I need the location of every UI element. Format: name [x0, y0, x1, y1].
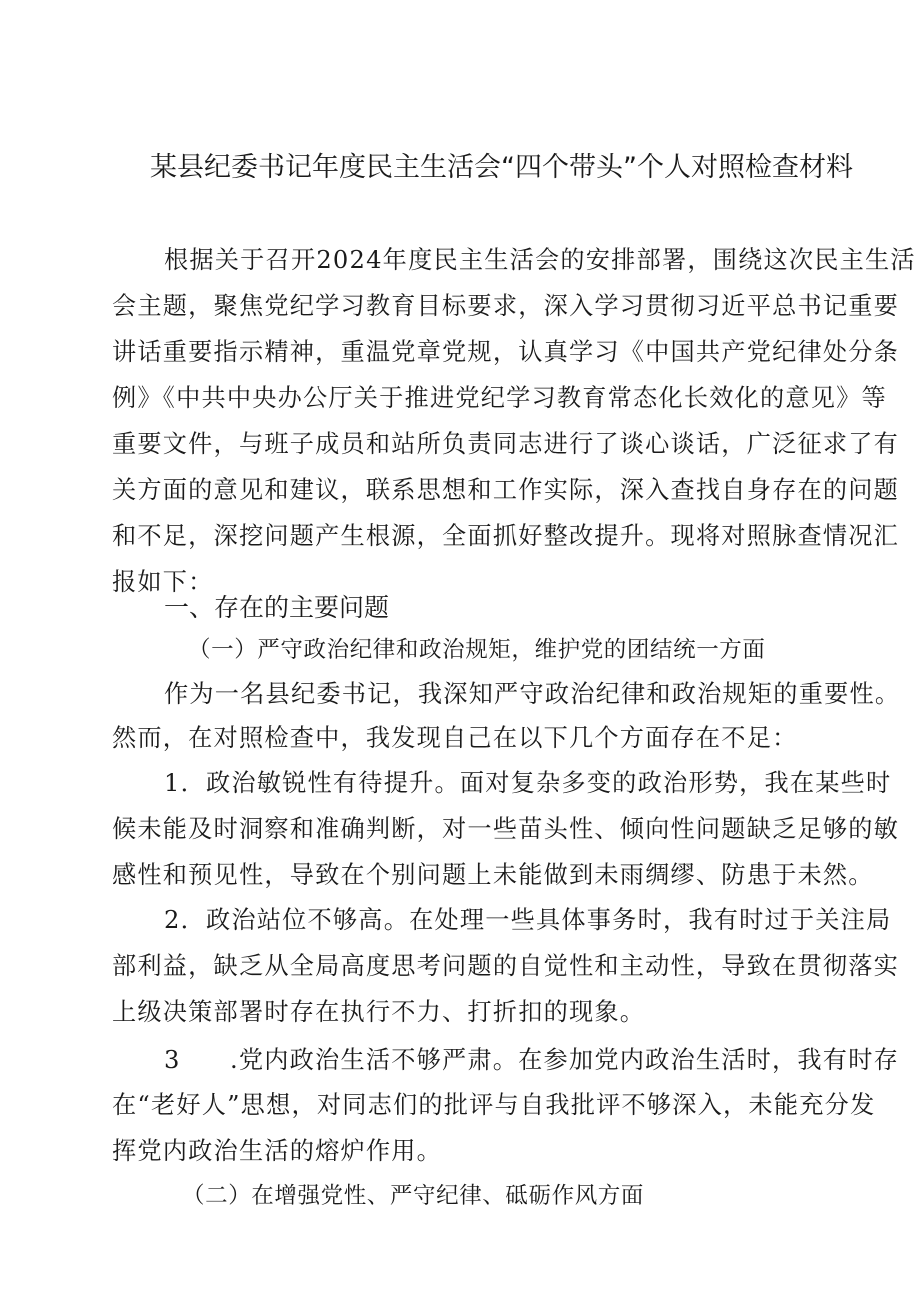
sub1-intro-line-1: 作为一名县纪委书记，我深知严守政治纪律和政治规矩的重要性。: [164, 680, 901, 708]
intro-line-5: 重要文件，与班子成员和站所负责同志进行了谈心谈话，广泛征求了有: [112, 430, 900, 458]
subsection-heading-1: （一）严守政治纪律和政治规矩，维护党的团结统一方面: [188, 637, 766, 663]
item-3-line-2: 在“老好人”思想，对同志们的批评与自我批评不够深入，未能充分发: [112, 1091, 876, 1119]
intro-line-6: 关方面的意见和建议，联系思想和工作实际，深入查找自身存在的问题: [112, 476, 900, 504]
document-title: 某县纪委书记年度民主生活会“四个带头”个人对照检查材料: [150, 152, 853, 183]
intro-line-1: 根据关于召开2024年度民主生活会的安排部署，围绕这次民主生活: [164, 246, 916, 274]
intro-line-7: 和不足，深挖问题产生根源，全面抓好整改提升。现将对照脉查情况汇: [112, 522, 900, 550]
subsection-heading-2: （二）在增强党性、严守纪律、砥砺作风方面: [182, 1183, 645, 1209]
item-3-line-1: .党内政治生活不够严肃。在参加党内政治生活时，我有时存: [230, 1046, 899, 1074]
section-heading-1: 一、存在的主要问题: [164, 593, 390, 622]
item-3-number: 3: [164, 1046, 181, 1074]
item-2-line-3: 上级决策部署时存在执行不力、打折扣的现象。: [112, 998, 646, 1026]
item-1-line-3: 感性和预见性，导致在个别问题上未能做到未雨绸缪、防患于未然。: [112, 861, 874, 889]
sub1-intro-line-2: 然而，在对照检查中，我发现自己在以下几个方面存在不足：: [112, 724, 798, 752]
intro-line-3: 讲话重要指示精神，重温党章党规，认真学习《中国共产党纪律处分条: [112, 338, 900, 366]
intro-line-4: 例》《中共中央办公厅关于推进党纪学习教育常态化长效化的意见》等: [112, 384, 887, 412]
item-2-line-2: 部利益，缺乏从全局高度思考问题的自觉性和主动性，导致在贯彻落实: [112, 952, 900, 980]
item-2-line-1: 2．政治站位不够高。在处理一些具体事务时，我有时过于关注局: [164, 906, 892, 934]
intro-line-8: 报如下：: [112, 568, 214, 596]
item-1-line-2: 候未能及时洞察和准确判断，对一些苗头性、倾向性问题缺乏足够的敏: [112, 815, 900, 843]
item-3-line-3: 挥党内政治生活的熔炉作用。: [112, 1137, 443, 1165]
item-1-line-1: 1．政治敏锐性有待提升。面对复杂多变的政治形势，我在某些时: [164, 769, 892, 797]
intro-line-2: 会主题，聚焦党纪学习教育目标要求，深入学习贯彻习近平总书记重要: [112, 292, 900, 320]
